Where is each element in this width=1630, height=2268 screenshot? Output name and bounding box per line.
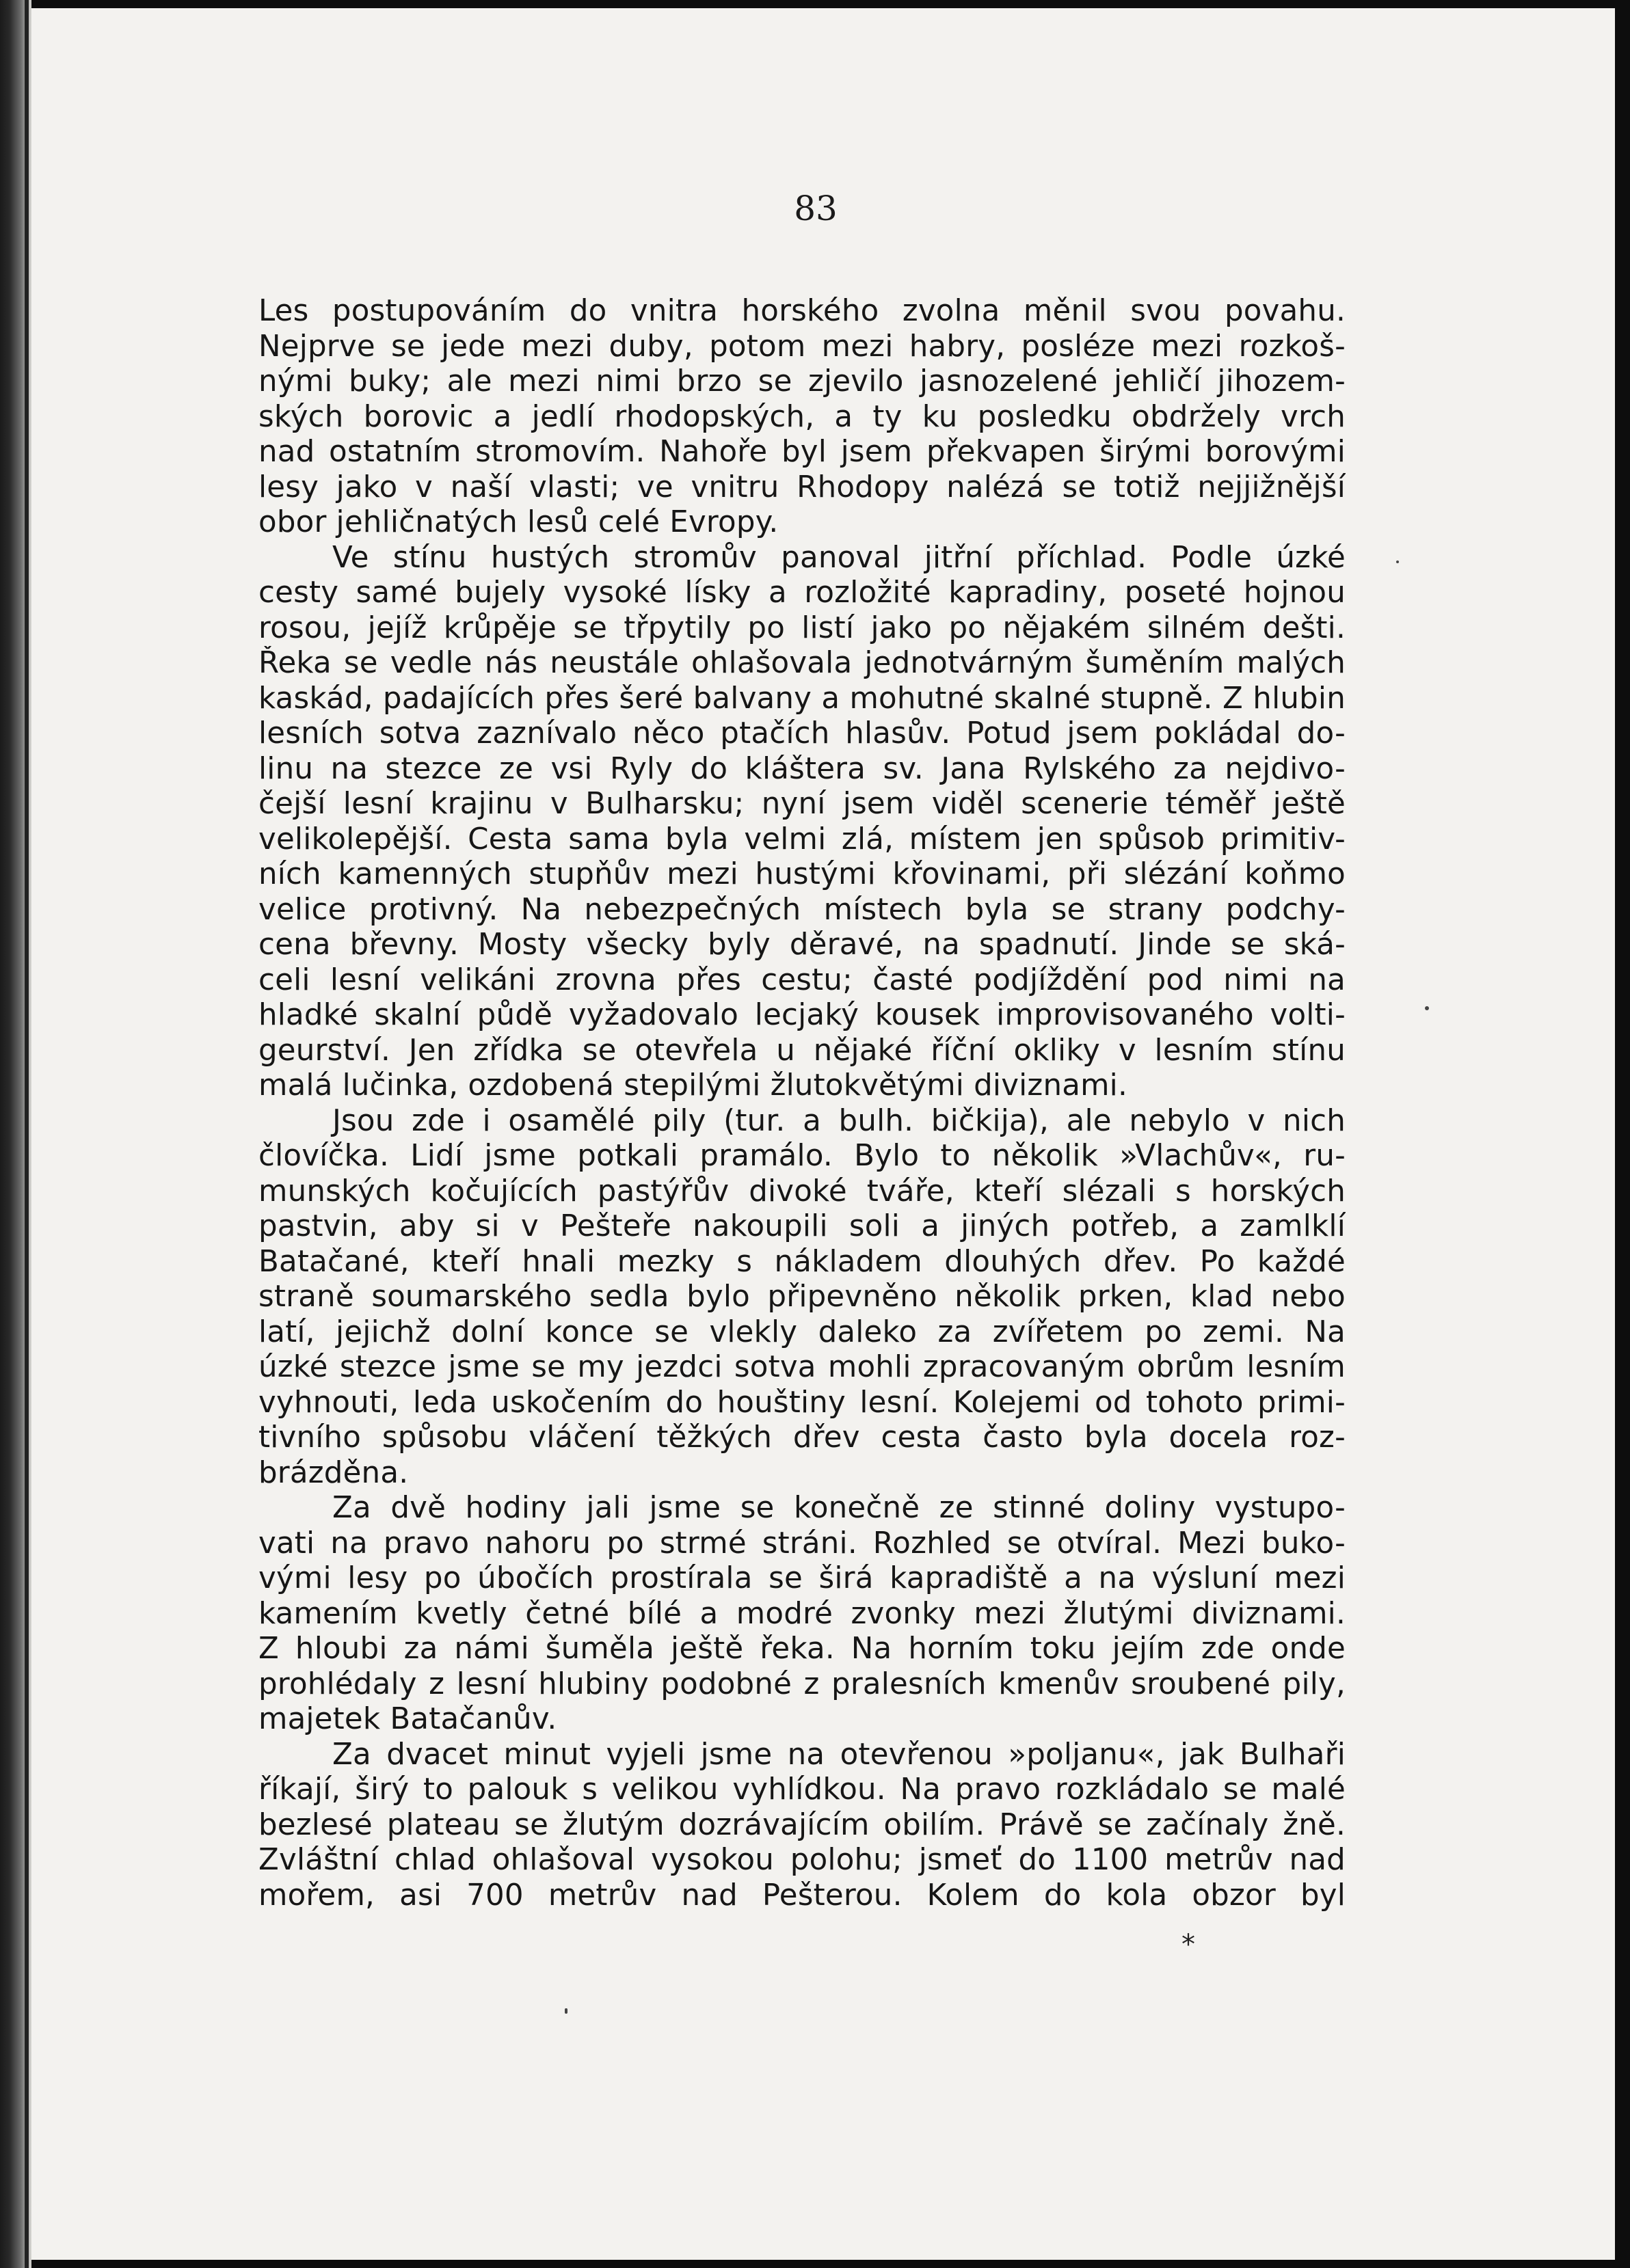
text-line: človíčka. Lidí jsme potkali pramálo. Bylo to několik »Vlachův«, ru- — [258, 1139, 1346, 1173]
scan-speck — [565, 2008, 567, 2014]
text-line: ských borovic a jedlí rhodopských, a ty ku posledku obdržely vrch — [258, 399, 1346, 434]
text-line: malá lučinka, ozdobená stepilými žlutokvětými diviznami. — [258, 1068, 1127, 1103]
text-line: pastvin, aby si v Pešteře nakoupili soli a jiných potřeb, a zamlklí — [258, 1209, 1346, 1243]
text-line: ních kamenných stupňův mezi hustými křovinami, při slézání koňmo — [258, 857, 1346, 891]
text-line: rosou, jejíž krůpěje se třpytily po listí jako po nějakém silném dešti. — [258, 610, 1346, 645]
text-line: velice protivný. Na nebezpečných místech byla se strany podchy- — [258, 892, 1346, 927]
text-line: munských kočujících pastýřův divoké tváře, kteří slézali s horských — [258, 1174, 1346, 1209]
text-line: úzké stezce jsme se my jezdci sotva mohli zpracovaným obrům lesním — [258, 1350, 1346, 1384]
text-line: vými lesy po úbočích prostírala se širá kapradiště a na výsluní mezi — [258, 1561, 1346, 1595]
text-line: majetek Batačanův. — [258, 1702, 557, 1736]
text-line: říkají, širý to palouk s velikou vyhlídkou. Na pravo rozkládalo se malé — [258, 1772, 1346, 1807]
signature-mark: * — [1181, 1929, 1195, 1960]
scan-border-bottom — [0, 2260, 1630, 2268]
scan-speck — [1425, 1006, 1429, 1010]
text-line: obor jehličnatých lesů celé Evropy. — [258, 505, 779, 539]
text-line: Řeka se vedle nás neustále ohlašovala jednotvárným šuměním malých — [258, 646, 1346, 680]
text-line: prohlédaly z lesní hlubiny podobné z pralesních kmenův sroubené pily, — [258, 1666, 1346, 1701]
text-line: vyhnouti, leda uskočením do houštiny lesní. Kolejemi od tohoto primi- — [258, 1385, 1346, 1420]
text-line: Ve stínu hustých stromův panoval jitřní příchlad. Podle úzké — [332, 540, 1346, 575]
text-line: Za dvě hodiny jali jsme se konečně ze stinné doliny vystupo- — [332, 1491, 1346, 1525]
text-line: Z hloubi za námi šuměla ještě řeka. Na horním toku jejím zde onde — [258, 1632, 1346, 1666]
text-line: celi lesní velikáni zrovna přes cestu; časté podjíždění pod nimi na — [258, 962, 1346, 997]
text-line: Batačané, kteří hnali mezky s nákladem dlouhých dřev. Po každé — [258, 1244, 1346, 1279]
text-line: linu na stezce ze vsi Ryly do kláštera sv. Jana Rylského za nejdivo- — [258, 751, 1346, 786]
text-line: tivního spůsobu vláčení těžkých dřev cesta často byla docela roz- — [258, 1420, 1346, 1455]
text-line: lesních sotva zaznívalo něco ptačích hlasův. Potud jsem pokládal do- — [258, 716, 1346, 751]
scan-speck — [1396, 561, 1399, 563]
text-line: velikolepější. Cesta sama byla velmi zlá, místem jen spůsob primitiv- — [258, 822, 1346, 856]
book-spine-line — [25, 0, 29, 2268]
page-number: 83 — [794, 189, 838, 228]
text-line: bezlesé plateau se žlutým dozrávajícím obilím. Právě se začínaly žně. — [258, 1807, 1346, 1842]
text-line: nad ostatním stromovím. Nahoře byl jsem překvapen širými borovými — [258, 435, 1346, 469]
text-line: Zvláštní chlad ohlašoval vysokou polohu; jsmeť do 1100 metrův nad — [258, 1843, 1346, 1877]
text-line: vati na pravo nahoru po strmé stráni. Rozhled se otvíral. Mezi buko- — [258, 1526, 1346, 1561]
text-line: hladké skalní půdě vyžadovalo lecjaký kousek improvisovaného volti- — [258, 998, 1346, 1032]
text-line: mořem, asi 700 metrův nad Pešterou. Kolem do kola obzor byl — [258, 1878, 1346, 1913]
text-line: latí, jejichž dolní konce se vlekly daleko za zvířetem po zemi. Na — [258, 1314, 1346, 1349]
body-text — [258, 294, 1346, 1913]
scan-border-top — [0, 0, 1630, 8]
text-line: geurství. Jen zřídka se otevřela u nějaké říční okliky v lesním stínu — [258, 1033, 1346, 1068]
text-line: cesty samé bujely vysoké lísky a rozložité kapradiny, poseté hojnou — [258, 576, 1346, 610]
text-line: čejší lesní krajinu v Bulharsku; nyní jsem viděl scenerie téměř ještě — [258, 787, 1346, 821]
text-line: Jsou zde i osamělé pily (tur. a bulh. bičkija), ale nebylo v nich — [332, 1103, 1346, 1138]
text-line: Nejprve se jede mezi duby, potom mezi habry, posléze mezi rozkoš- — [258, 329, 1346, 364]
text-line: brázděna. — [258, 1455, 409, 1490]
scan-border-right — [1615, 0, 1630, 2268]
text-line: lesy jako v naší vlasti; ve vnitru Rhodopy nalézá se totiž nejjižnější — [258, 470, 1346, 504]
text-line: straně soumarského sedla bylo připevněno několik prken, klad nebo — [258, 1280, 1346, 1314]
text-line: Za dvacet minut vyjeli jsme na otevřenou »poljanu«, jak Bulhaři — [332, 1737, 1346, 1772]
text-line: cena břevny. Mosty všecky byly děravé, na spadnutí. Jinde se ská- — [258, 928, 1346, 962]
text-line: kaskád, padajících přes šeré balvany a mohutné skalné stupně. Z hlubin — [258, 681, 1346, 716]
text-line: kamením kvetly četné bílé a modré zvonky mezi žlutými diviznami. — [258, 1596, 1346, 1631]
text-line: nými buky; ale mezi nimi brzo se zjevilo jasnozelené jehličí jihozem- — [258, 364, 1346, 399]
text-line: Les postupováním do vnitra horského zvolna měnil svou povahu. — [258, 294, 1346, 328]
